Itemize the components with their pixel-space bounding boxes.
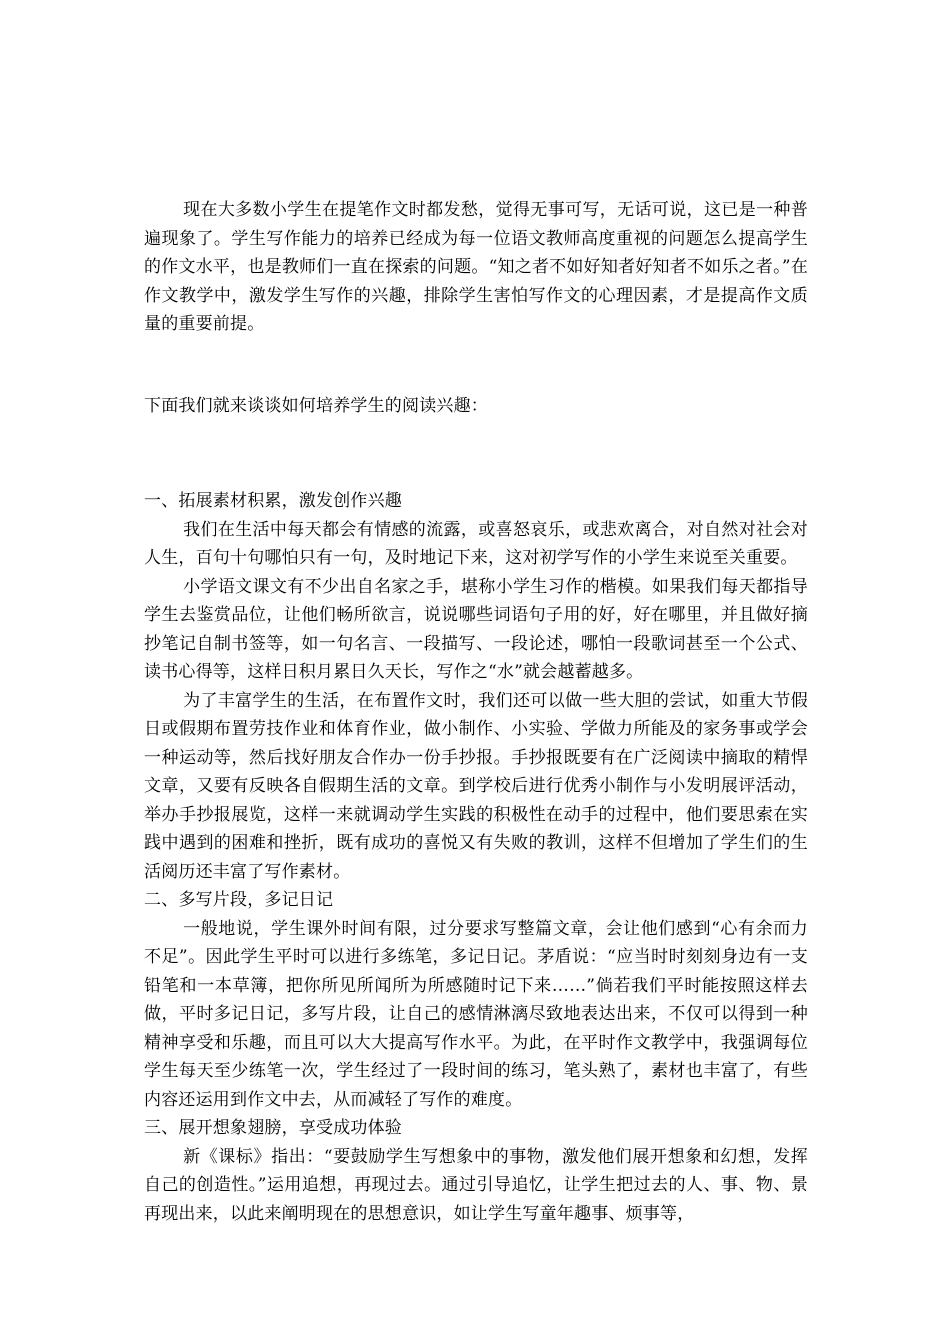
section-heading-3: 三、展开想象翅膀，享受成功体验	[144, 1118, 402, 1138]
lead-sentence: 下面我们就来谈谈如何培养学生的阅读兴趣：	[144, 396, 488, 416]
lead-section	[144, 392, 808, 421]
section-1-paragraph-2: 小学语文课文有不少出自名家之手，堪称小学生习作的楷模。如果我们每天都指导学生去鉴赏品位，让他们畅所欲言，说说哪些词语句子用的好，好在哪里，并且做好摘抄笔记自制书签等，如一句名言、一段描写、一段论述，哪怕一段歌词甚至一个公式、读书心得等，这样日积月累日久天长，写作之“水”就会越蓄越多。	[144, 576, 808, 682]
section-1-paragraph-3: 为了丰富学生的生活，在布置作文时，我们还可以做一些大胆的尝试，如重大节假日或假期布置劳技作业和体育作业，做小制作、小实验、学做力所能及的家务事或学会一种运动等，然后找好朋友合作办一份手抄报。手抄报既要有在广泛阅读中摘取的精悍文章，又要有反映各自假期生活的文章。到学校后进行优秀小制作与小发明展评活动，举办手抄报展览，这样一来就调动学生实践的积极性在动手的过程中，他们要思索在实践中遇到的困难和挫折，既有成功的喜悦又有失败的教训，这样不但增加了学生们的生活阅历还丰富了写作素材。	[144, 690, 808, 882]
intro-section	[144, 196, 808, 339]
section-heading-2: 二、多写片段，多记日记	[144, 890, 334, 910]
section-heading-1: 一、拓展素材积累，激发创作兴趣	[144, 491, 402, 511]
section-1-paragraph-1: 我们在生活中每天都会有情感的流露，或喜怒哀乐，或悲欢离合，对自然对社会对人生，百句十句哪怕只有一句，及时地记下来，这对初学写作的小学生来说至关重要。	[144, 519, 808, 568]
intro-paragraph: 现在大多数小学生在提笔作文时都发愁，觉得无事可写，无话可说，这已是一种普遍现象了。学生写作能力的培养已经成为每一位语文教师高度重视的问题怎么提高学生的作文水平，也是教师们一直在探索的问题。“知之者不如好知者好知者不如乐之者。”在作文教学中，激发学生写作的兴趣，排除学生害怕写作文的心理因素，才是提高作文质量的重要前提。	[144, 200, 808, 334]
body-section	[144, 487, 808, 1228]
section-2-paragraph-1: 一般地说，学生课外时间有限，过分要求写整篇文章，会让他们感到“心有余而力不足”。因此学生平时可以进行多练笔，多记日记。茅盾说：“应当时时刻刻身边有一支铅笔和一本草簿，把你所见所闻所为所感随时记下来……”倘若我们平时能按照这样去做，平时多记日记，多写片段，让自己的感情淋漓尽致地表达出来，不仅可以得到一种精神享受和乐趣，而且可以大大提高写作水平。为此，在平时作文教学中，我强调每位学生每天至少练笔一次，学生经过了一段时间的练习，笔头熟了，素材也丰富了，有些内容还运用到作文中去，从而减轻了写作的难度。	[144, 918, 808, 1110]
section-3-paragraph-1: 新《课标》指出：“要鼓励学生写想象中的事物，激发他们展开想象和幻想，发挥自己的创造性。”运用追想，再现过去。通过引导追忆，让学生把过去的人、事、物、景再现出来，以此来阐明现在的思想意识，如让学生写童年趣事、烦事等，	[144, 1146, 808, 1224]
